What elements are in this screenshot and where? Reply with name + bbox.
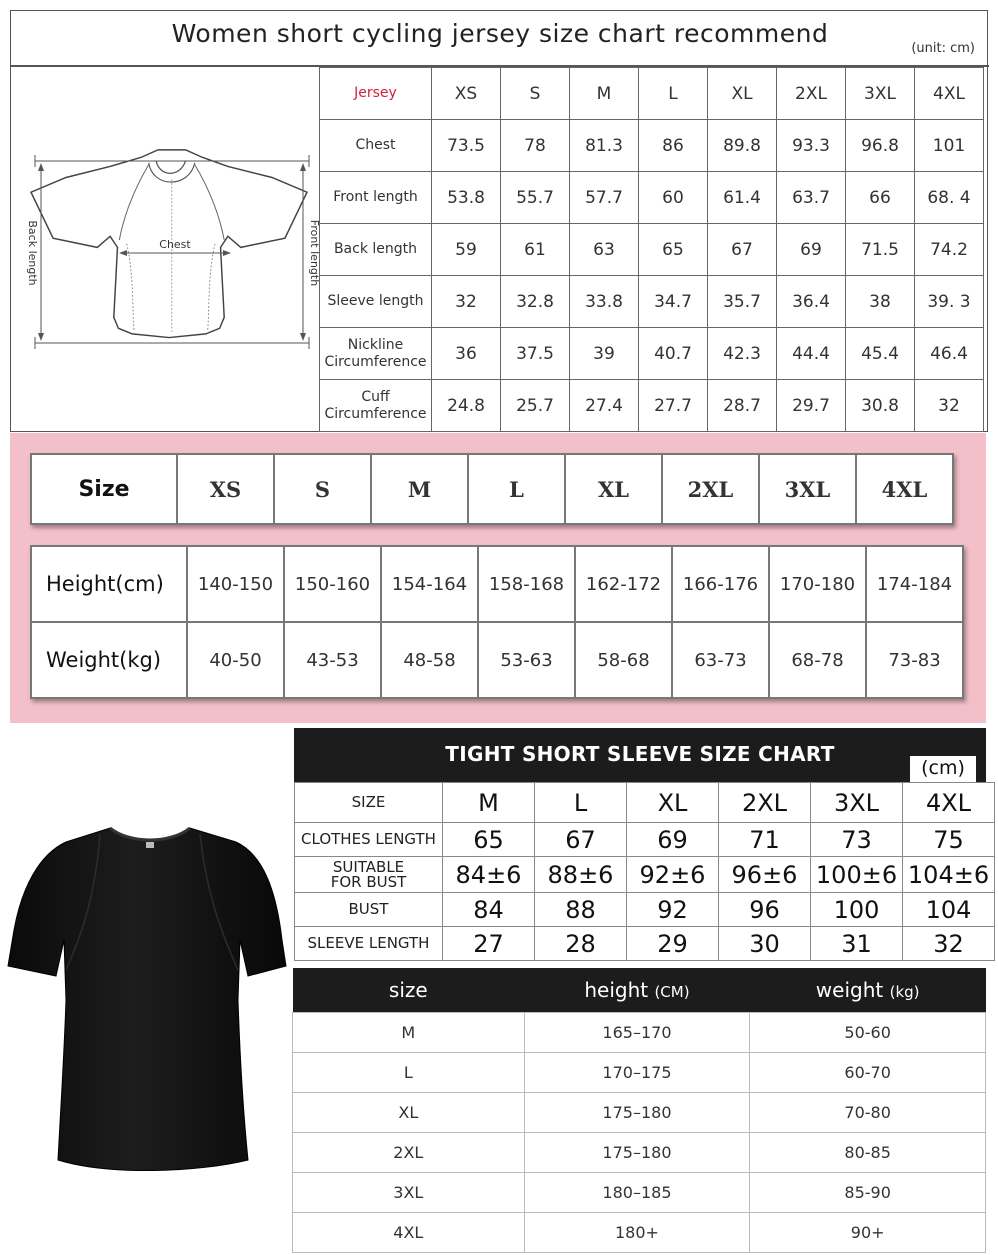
measurement-cell: 67 bbox=[535, 823, 627, 857]
row-label-line: FOR BUST bbox=[330, 872, 407, 891]
shw-size-cell: 3XL bbox=[293, 1172, 525, 1212]
table-row bbox=[293, 1132, 986, 1172]
measurement-cell: 32.8 bbox=[501, 276, 570, 328]
row-label bbox=[295, 893, 443, 927]
measurement-cell: 89.8 bbox=[708, 120, 777, 172]
measurement-cell: 59 bbox=[432, 224, 501, 276]
row-label bbox=[295, 857, 443, 893]
measurement-cell: 71.5 bbox=[846, 224, 915, 276]
measurement-cell: 69 bbox=[627, 823, 719, 857]
shw-size-cell: 4XL bbox=[293, 1212, 525, 1252]
range-cell: 40-50 bbox=[187, 622, 284, 698]
measurement-cell: 65 bbox=[639, 224, 708, 276]
range-cell: 154-164 bbox=[381, 546, 478, 622]
shw-size-header: size bbox=[293, 968, 525, 1012]
black-tshirt-icon bbox=[0, 800, 292, 1180]
size-header-cell: XS bbox=[432, 68, 501, 120]
measurement-cell: 84±6 bbox=[443, 857, 535, 893]
row-label-line: Back length bbox=[333, 241, 418, 257]
measurement-cell: 86 bbox=[639, 120, 708, 172]
measurement-cell: 53.8 bbox=[432, 172, 501, 224]
shw-height-cell: 170–175 bbox=[524, 1052, 750, 1092]
size-label: Size bbox=[31, 454, 177, 524]
range-cell: 140-150 bbox=[187, 546, 284, 622]
measurement-cell: 46.4 bbox=[915, 328, 984, 380]
measurement-cell: 45.4 bbox=[846, 328, 915, 380]
row-label-line: SUITABLE bbox=[332, 857, 405, 876]
shw-height-cell: 180–185 bbox=[524, 1172, 750, 1212]
jersey-size-header-row bbox=[320, 68, 984, 120]
measurement-cell: 73 bbox=[811, 823, 903, 857]
range-cell: 68-78 bbox=[769, 622, 866, 698]
shw-weight-header bbox=[750, 968, 986, 1012]
size-header-cell: 4XL bbox=[915, 68, 984, 120]
jersey-chart-unit: (unit: cm) bbox=[911, 41, 975, 56]
jersey-measurement-table bbox=[319, 67, 984, 432]
range-cell: 48-58 bbox=[381, 622, 478, 698]
size-cell: M bbox=[371, 454, 468, 524]
size-cell: L bbox=[468, 454, 565, 524]
row-label-line: Front length bbox=[333, 189, 418, 205]
measurement-cell: 28 bbox=[535, 927, 627, 961]
row-label-line: BUST bbox=[348, 900, 389, 918]
weight-header-text: weight bbox=[815, 977, 884, 1002]
body-size-panel bbox=[10, 433, 986, 723]
row-label bbox=[320, 380, 432, 432]
measurement-cell: 75 bbox=[903, 823, 995, 857]
shw-size-cell: 2XL bbox=[293, 1132, 525, 1172]
table-row bbox=[293, 1212, 986, 1252]
shw-height-cell: 165–170 bbox=[524, 1012, 750, 1052]
weight-header-unit: (kg) bbox=[889, 982, 920, 1001]
shw-size-cell: L bbox=[293, 1052, 525, 1092]
measurement-cell: 39. 3 bbox=[915, 276, 984, 328]
measurement-cell: 73.5 bbox=[432, 120, 501, 172]
measurement-cell: 28.7 bbox=[708, 380, 777, 432]
range-cell: 43-53 bbox=[284, 622, 381, 698]
measurement-cell: 29 bbox=[627, 927, 719, 961]
range-cell: 58-68 bbox=[575, 622, 672, 698]
measurement-cell: 96±6 bbox=[719, 857, 811, 893]
table-row bbox=[31, 546, 963, 622]
shw-height-cell: 180+ bbox=[524, 1212, 750, 1252]
table-row bbox=[293, 1012, 986, 1052]
measurement-cell: 100 bbox=[811, 893, 903, 927]
size-height-weight-table bbox=[292, 968, 986, 1253]
row-label-line: Cuff bbox=[361, 388, 390, 405]
table-row bbox=[31, 622, 963, 698]
size-header-cell: 2XL bbox=[777, 68, 846, 120]
size-cell: S bbox=[274, 454, 371, 524]
row-label-line: CLOTHES LENGTH bbox=[301, 830, 436, 848]
shw-weight-cell: 80-85 bbox=[750, 1132, 986, 1172]
measurement-cell: 96.8 bbox=[846, 120, 915, 172]
measurement-cell: 88±6 bbox=[535, 857, 627, 893]
row-label bbox=[320, 224, 432, 276]
size-cell: XL bbox=[565, 454, 662, 524]
size-header-cell: S bbox=[501, 68, 570, 120]
jersey-header-label: Jersey bbox=[320, 68, 432, 120]
measurement-cell: 32 bbox=[432, 276, 501, 328]
measurement-cell: 96 bbox=[719, 893, 811, 927]
tight-chart-unit: (cm) bbox=[910, 756, 976, 782]
measurement-cell: 84 bbox=[443, 893, 535, 927]
row-label-line: Circumference bbox=[324, 405, 427, 422]
size-header-cell: L bbox=[639, 68, 708, 120]
measurement-cell: 32 bbox=[915, 380, 984, 432]
range-cell: 73-83 bbox=[866, 622, 963, 698]
shw-weight-cell: 85-90 bbox=[750, 1172, 986, 1212]
shw-weight-cell: 50-60 bbox=[750, 1012, 986, 1052]
shw-height-header bbox=[524, 968, 750, 1012]
measurement-cell: 33.8 bbox=[570, 276, 639, 328]
measurement-cell: 36 bbox=[432, 328, 501, 380]
measurement-cell: 92 bbox=[627, 893, 719, 927]
shw-height-cell: 175–180 bbox=[524, 1132, 750, 1172]
row-label-line: Nickline bbox=[347, 336, 404, 353]
range-cell: 158-168 bbox=[478, 546, 575, 622]
row-label-line: Chest bbox=[355, 137, 396, 153]
measurement-cell: 74.2 bbox=[915, 224, 984, 276]
tight-size-cell: L bbox=[535, 783, 627, 823]
measurement-cell: 27.4 bbox=[570, 380, 639, 432]
size-header-table bbox=[30, 453, 954, 525]
measurement-cell: 35.7 bbox=[708, 276, 777, 328]
row-label bbox=[320, 172, 432, 224]
measurement-cell: 30.8 bbox=[846, 380, 915, 432]
height-weight-table bbox=[30, 545, 964, 699]
measurement-cell: 25.7 bbox=[501, 380, 570, 432]
measurement-cell: 40.7 bbox=[639, 328, 708, 380]
size-cell: 2XL bbox=[662, 454, 759, 524]
jersey-chart-title: Women short cycling jersey size chart recommend bbox=[171, 19, 829, 48]
size-header-cell: 3XL bbox=[846, 68, 915, 120]
table-row bbox=[320, 276, 984, 328]
measurement-cell: 69 bbox=[777, 224, 846, 276]
jersey-size-chart bbox=[10, 10, 988, 432]
table-row bbox=[293, 1092, 986, 1132]
measurement-cell: 42.3 bbox=[708, 328, 777, 380]
tight-unit-holder bbox=[294, 756, 986, 782]
measurement-cell: 39 bbox=[570, 328, 639, 380]
range-cell: 170-180 bbox=[769, 546, 866, 622]
measurement-cell: 63 bbox=[570, 224, 639, 276]
range-cell: 63-73 bbox=[672, 622, 769, 698]
tight-size-cell: M bbox=[443, 783, 535, 823]
measurement-cell: 104 bbox=[903, 893, 995, 927]
measurement-cell: 29.7 bbox=[777, 380, 846, 432]
row-label-line: Circumference bbox=[324, 353, 427, 370]
range-cell: 150-160 bbox=[284, 546, 381, 622]
measurement-cell: 34.7 bbox=[639, 276, 708, 328]
front-length-label: Front length bbox=[308, 219, 321, 287]
measurement-cell: 27 bbox=[443, 927, 535, 961]
tight-size-header-row bbox=[295, 783, 995, 823]
row-label bbox=[320, 276, 432, 328]
shw-weight-cell: 90+ bbox=[750, 1212, 986, 1252]
table-row bbox=[320, 380, 984, 432]
table-row bbox=[320, 172, 984, 224]
range-cell: 162-172 bbox=[575, 546, 672, 622]
measurement-cell: 24.8 bbox=[432, 380, 501, 432]
range-cell: 53-63 bbox=[478, 622, 575, 698]
row-label: Height(cm) bbox=[31, 546, 187, 622]
measurement-cell: 36.4 bbox=[777, 276, 846, 328]
row-label-line: SLEEVE LENGTH bbox=[307, 934, 430, 952]
tight-size-cell: XL bbox=[627, 783, 719, 823]
tight-size-cell: 3XL bbox=[811, 783, 903, 823]
table-row bbox=[295, 823, 995, 857]
size-cell: 3XL bbox=[759, 454, 856, 524]
measurement-cell: 55.7 bbox=[501, 172, 570, 224]
tight-size-label: SIZE bbox=[295, 783, 443, 823]
tight-chart-title: TIGHT SHORT SLEEVE SIZE CHART bbox=[445, 742, 835, 766]
shw-header-row bbox=[293, 968, 986, 1012]
measurement-cell: 44.4 bbox=[777, 328, 846, 380]
size-header-cell: M bbox=[570, 68, 639, 120]
measurement-cell: 81.3 bbox=[570, 120, 639, 172]
table-row bbox=[320, 328, 984, 380]
height-header-unit: (CM) bbox=[654, 982, 690, 1001]
row-label bbox=[295, 927, 443, 961]
row-label-line: Sleeve length bbox=[327, 293, 424, 309]
size-header-cell: XL bbox=[708, 68, 777, 120]
measurement-cell: 78 bbox=[501, 120, 570, 172]
measurement-cell: 37.5 bbox=[501, 328, 570, 380]
table-row bbox=[295, 857, 995, 893]
measurement-cell: 104±6 bbox=[903, 857, 995, 893]
table-row bbox=[295, 927, 995, 961]
range-cell: 166-176 bbox=[672, 546, 769, 622]
size-cell: 4XL bbox=[856, 454, 953, 524]
range-cell: 174-184 bbox=[866, 546, 963, 622]
shw-weight-cell: 60-70 bbox=[750, 1052, 986, 1092]
tight-size-cell: 4XL bbox=[903, 783, 995, 823]
size-cell: XS bbox=[177, 454, 274, 524]
back-length-label: Back length bbox=[26, 220, 39, 286]
tight-size-table bbox=[294, 782, 995, 961]
measurement-cell: 93.3 bbox=[777, 120, 846, 172]
height-header-text: height bbox=[584, 977, 649, 1002]
table-row bbox=[295, 893, 995, 927]
shw-size-cell: XL bbox=[293, 1092, 525, 1132]
measurement-cell: 31 bbox=[811, 927, 903, 961]
row-label bbox=[320, 120, 432, 172]
measurement-cell: 63.7 bbox=[777, 172, 846, 224]
measurement-cell: 92±6 bbox=[627, 857, 719, 893]
shw-size-cell: M bbox=[293, 1012, 525, 1052]
row-label bbox=[320, 328, 432, 380]
measurement-cell: 27.7 bbox=[639, 380, 708, 432]
table-row bbox=[293, 1052, 986, 1092]
row-label: Weight(kg) bbox=[31, 622, 187, 698]
measurement-cell: 101 bbox=[915, 120, 984, 172]
measurement-cell: 32 bbox=[903, 927, 995, 961]
measurement-cell: 57.7 bbox=[570, 172, 639, 224]
measurement-cell: 66 bbox=[846, 172, 915, 224]
measurement-cell: 88 bbox=[535, 893, 627, 927]
measurement-cell: 61.4 bbox=[708, 172, 777, 224]
shw-weight-cell: 70-80 bbox=[750, 1092, 986, 1132]
measurement-cell: 60 bbox=[639, 172, 708, 224]
measurement-cell: 65 bbox=[443, 823, 535, 857]
shw-height-cell: 175–180 bbox=[524, 1092, 750, 1132]
measurement-cell: 30 bbox=[719, 927, 811, 961]
chest-label: Chest bbox=[159, 238, 191, 251]
measurement-cell: 68. 4 bbox=[915, 172, 984, 224]
table-row bbox=[320, 120, 984, 172]
measurement-cell: 61 bbox=[501, 224, 570, 276]
tight-size-cell: 2XL bbox=[719, 783, 811, 823]
row-label bbox=[295, 823, 443, 857]
table-row bbox=[293, 1172, 986, 1212]
measurement-cell: 67 bbox=[708, 224, 777, 276]
measurement-cell: 38 bbox=[846, 276, 915, 328]
table-row bbox=[320, 224, 984, 276]
measurement-cell: 71 bbox=[719, 823, 811, 857]
measurement-cell: 100±6 bbox=[811, 857, 903, 893]
cycling-jersey-outline-icon bbox=[19, 131, 319, 371]
